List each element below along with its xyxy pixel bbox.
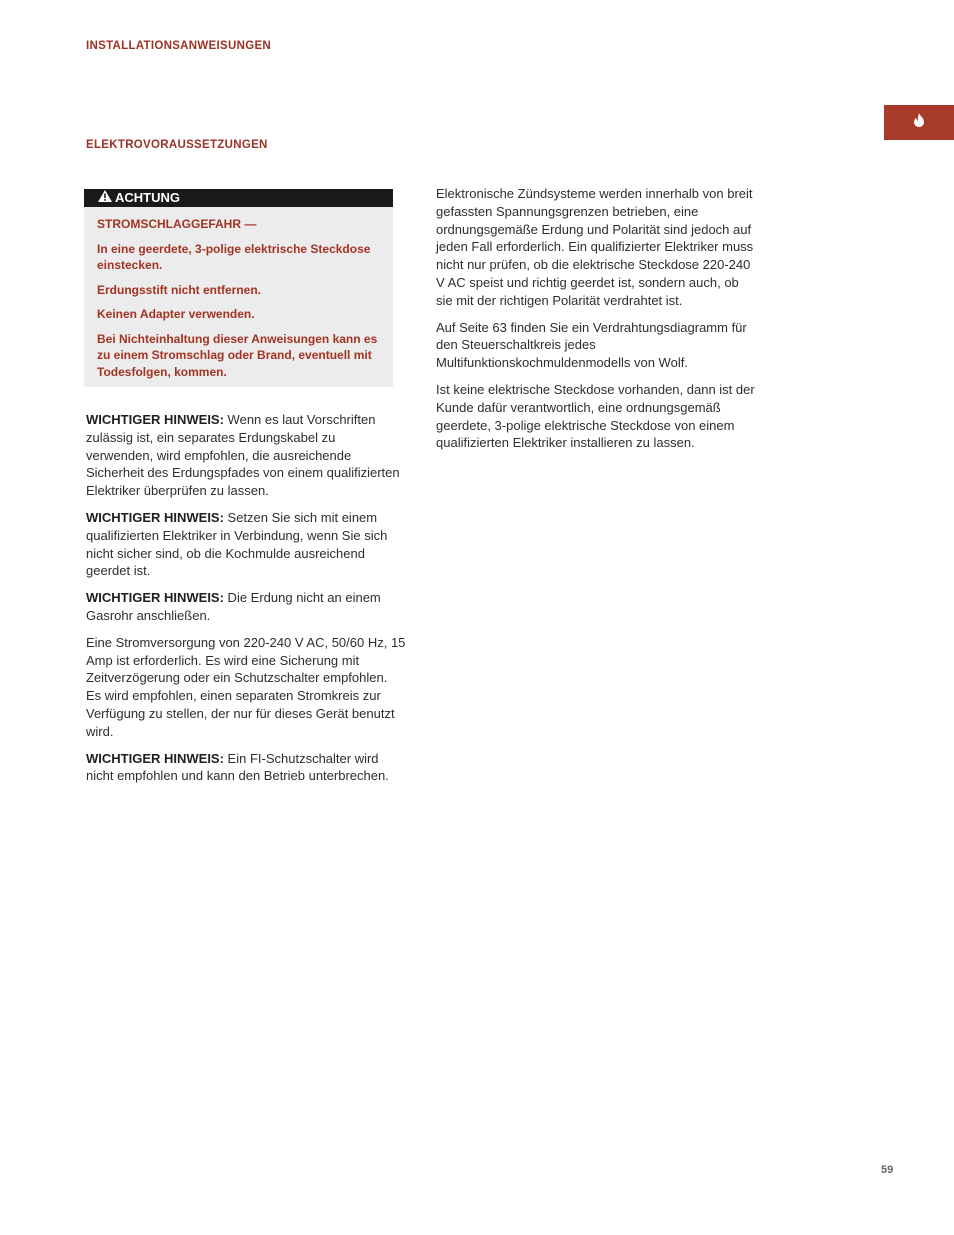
warning-line: STROMSCHLAGGEFAHR — — [97, 217, 257, 231]
paragraph — [86, 411, 406, 500]
section-title: ELEKTROVORAUSSETZUNGEN — [86, 139, 268, 151]
right-column — [436, 185, 758, 461]
paragraph: Auf Seite 63 finden Sie ein Verdrahtungsdiagramm für den Steuerschaltkreis jedes Multifunktionskochmuldenmodells von Wolf. — [436, 319, 747, 371]
paragraph — [86, 750, 406, 786]
warning-line: In eine geerdete, 3-polige elektrische Steckdose einstecken. — [97, 241, 371, 272]
paragraph-text: Ein FI-Schutzschalter wird nicht empfohlen und kann den Betrieb unterbrechen. — [86, 750, 389, 784]
paragraph-text: Setzen Sie sich mit einem qualifizierten Elektriker in Verbindung, wenn Sie sich nicht sicher sind, ob die Kochmulde ausreichend geerdet ist. — [86, 509, 388, 579]
paragraph — [86, 634, 406, 741]
notice-label: WICHTIGER HINWEIS: — [86, 509, 224, 525]
paragraph — [86, 509, 406, 580]
warning-box — [84, 189, 393, 387]
warning-line: Erdungsstift nicht entfernen. — [97, 282, 262, 297]
warning-line: Bei Nichteinhaltung dieser Anweisungen kann es zu einem Stromschlag oder Brand, eventuell mit Todesfolgen, kommen. — [97, 331, 378, 379]
notice-label: WICHTIGER HINWEIS: — [86, 590, 224, 606]
paragraph-text: Eine Stromversorgung von 220-240 V AC, 50/60 Hz, 15 Amp ist erforderlich. Es wird eine Sicherung mit Zeitverzögerung oder ein Schutzschalter empfohlen. Es wird empfohlen, einen separaten Stromkreis zur Verfügung zu stellen, der nur für dieses Gerät benutzt wird. — [86, 634, 406, 739]
warning-line: Keinen Adapter verwenden. — [97, 307, 255, 321]
document-header: INSTALLATIONSANWEISUNGEN — [86, 40, 272, 52]
warning-header — [84, 189, 393, 207]
section-tab — [884, 105, 954, 140]
warning-triangle-icon — [98, 189, 112, 207]
notice-label: WICHTIGER HINWEIS: — [86, 750, 224, 766]
notice-label: WICHTIGER HINWEIS: — [86, 412, 224, 427]
page-number: 59 — [881, 1164, 894, 1176]
paragraph: Ist keine elektrische Steckdose vorhanden, dann ist der Kunde dafür verantwortlich, eine ordnungsgemäß geerdete, 3-polige elektrische Steckdose von einem qualifizierten Elektriker installieren zu lassen. — [436, 381, 755, 451]
left-column — [86, 411, 406, 794]
paragraph: Elektronische Zündsysteme werden innerhalb von breit gefassten Spannungsgrenzen betrieben, eine ordnungsgemäße Erdung und Polarität sind jedoch auf jeden Fall erforderlich. Ein qualifizierter Elektriker muss nicht nur prüfen, ob die elektrische Steckdose 220-240 V AC speist und richtig geerdet ist, sondern auch, ob sie mit der richtigen Polarität verdrahtet ist. — [436, 186, 754, 308]
paragraph — [86, 589, 406, 625]
warning-label: ACHTUNG — [115, 190, 180, 205]
paragraph-text: Wenn es laut Vorschriften zulässig ist, ein separates Erdungskabel zu verwenden, wird empfohlen, die ausreichende Sicherheit des Erdungspfades von einem qualifizierten Elektriker überprüfen zu lassen. — [86, 412, 400, 499]
warning-body — [84, 207, 393, 380]
flame-icon — [913, 113, 925, 132]
paragraph-text: Die Erdung nicht an einem Gasrohr anschließen. — [86, 590, 381, 623]
